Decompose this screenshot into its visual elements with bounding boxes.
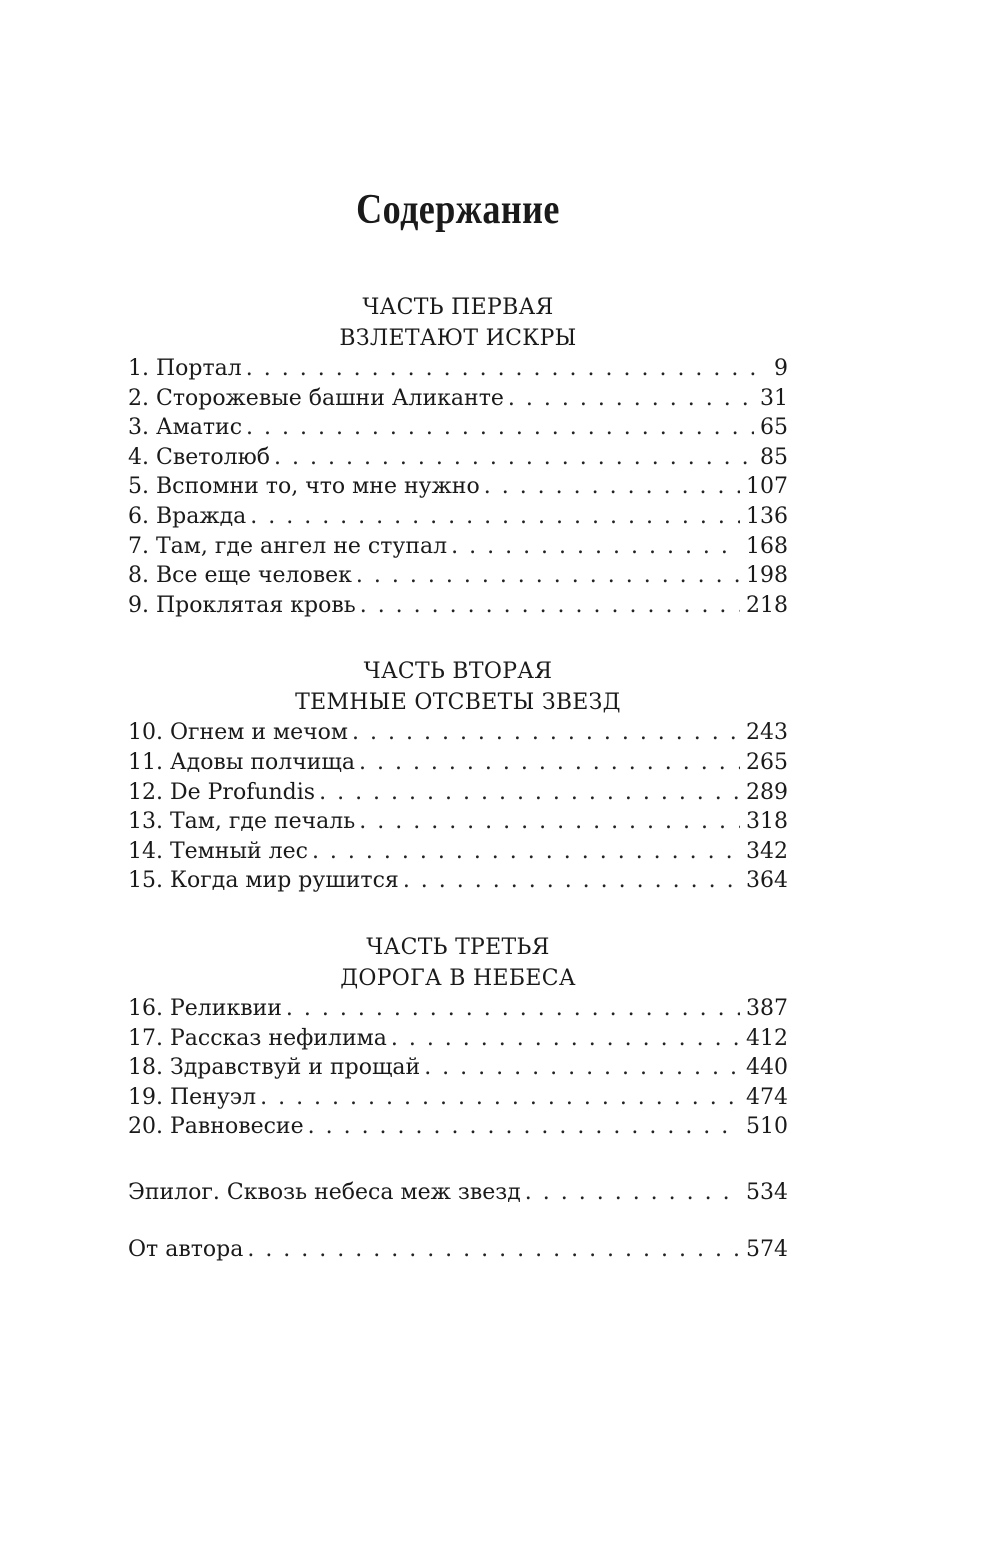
- page-number: 412: [746, 1025, 788, 1051]
- toc-entry[interactable]: [128, 778, 788, 808]
- toc-entry[interactable]: [128, 994, 788, 1024]
- page-number: 342: [746, 838, 788, 864]
- toc-entry-epilogue[interactable]: [128, 1178, 788, 1208]
- page-number: 9: [774, 356, 788, 381]
- toc-entry[interactable]: [128, 807, 788, 837]
- afterword-title: От автора: [128, 1237, 244, 1263]
- toc-entry[interactable]: [128, 1083, 788, 1113]
- toc-entry[interactable]: [128, 866, 788, 896]
- dot-leader: [356, 561, 740, 591]
- page-number: 65: [760, 415, 788, 441]
- dot-leader: [525, 1178, 740, 1208]
- page-number: 243: [746, 720, 788, 746]
- page-number: 364: [746, 868, 788, 894]
- page-number: 107: [746, 474, 788, 500]
- dot-leader: [360, 591, 740, 621]
- toc-entry[interactable]: [128, 718, 788, 748]
- chapter-title: 11. Адовы полчища: [128, 749, 355, 775]
- dot-leader: [250, 502, 740, 532]
- page-number: 265: [746, 749, 788, 775]
- page-number: 198: [746, 563, 788, 589]
- chapter-title: 3. Аматис: [128, 415, 243, 441]
- toc-entry[interactable]: [128, 561, 788, 591]
- chapter-title: 17. Рассказ нефилима: [128, 1025, 387, 1051]
- chapter-title: 14. Темный лес: [128, 838, 308, 864]
- toc-entry[interactable]: [128, 532, 788, 562]
- dot-leader: [312, 837, 740, 867]
- chapter-title: 8. Все еще человек: [128, 563, 352, 589]
- page-number: 510: [746, 1114, 788, 1140]
- chapter-title: 5. Вспомни то, что мне нужно: [128, 474, 480, 500]
- dot-leader: [246, 413, 754, 443]
- toc-entry[interactable]: [128, 502, 788, 532]
- page-number: 387: [746, 995, 788, 1021]
- page-number: 440: [746, 1055, 788, 1081]
- toc-entry[interactable]: [128, 1024, 788, 1054]
- chapter-title: 19. Пенуэл: [128, 1084, 257, 1110]
- page-number: 289: [746, 779, 788, 805]
- chapter-title: 1. Портал: [128, 356, 242, 381]
- part-title: ТЕМНЫЕ ОТСВЕТЫ ЗВЕЗД: [295, 690, 621, 716]
- dot-leader: [274, 443, 754, 473]
- chapter-title: 12. De Profundis: [128, 779, 316, 805]
- dot-leader: [508, 384, 754, 414]
- toc-entry[interactable]: [128, 443, 788, 473]
- chapter-title: 6. Вражда: [128, 503, 247, 529]
- chapter-title: 15. Когда мир рушится: [128, 868, 399, 894]
- page-title: Содержание: [356, 187, 560, 233]
- toc-entry[interactable]: [128, 413, 788, 443]
- toc-entry[interactable]: [128, 1053, 788, 1083]
- table-of-contents: [128, 292, 788, 1265]
- part-heading: [128, 292, 788, 354]
- page-number: 534: [746, 1179, 788, 1205]
- chapter-title: 18. Здравствуй и прощай: [128, 1055, 421, 1081]
- part-title: ВЗЛЕТАЮТ ИСКРЫ: [339, 326, 577, 351]
- page-number: 85: [760, 444, 788, 470]
- dot-leader: [424, 1053, 740, 1083]
- dot-leader: [260, 1083, 740, 1113]
- toc-entry[interactable]: [128, 837, 788, 867]
- toc-entry[interactable]: [128, 472, 788, 502]
- dot-leader: [359, 748, 740, 778]
- toc-entry[interactable]: [128, 354, 788, 384]
- part-number-label: ЧАСТЬ ПЕРВАЯ: [362, 295, 554, 320]
- toc-entry-afterword[interactable]: [128, 1235, 788, 1265]
- toc-entry[interactable]: [128, 384, 788, 414]
- chapter-title: 2. Сторожевые башни Аликанте: [128, 385, 504, 411]
- part-1: [128, 292, 788, 620]
- afterword-section: [128, 1235, 788, 1265]
- dot-leader: [308, 1112, 740, 1142]
- dot-leader: [352, 718, 740, 748]
- page-number: 474: [746, 1084, 788, 1110]
- page-number: 168: [746, 533, 788, 559]
- page-number: 218: [746, 592, 788, 618]
- dot-leader: [319, 778, 740, 808]
- page-number: 318: [746, 809, 788, 835]
- chapter-title: 13. Там, где печаль: [128, 809, 356, 835]
- chapter-title: 16. Реликвии: [128, 995, 282, 1021]
- chapter-title: 9. Проклятая кровь: [128, 592, 356, 618]
- chapter-title: 7. Там, где ангел не ступал: [128, 533, 448, 559]
- part-2: [128, 656, 788, 896]
- toc-entry[interactable]: [128, 1112, 788, 1142]
- chapter-title: 10. Огнем и мечом: [128, 720, 349, 746]
- dot-leader: [359, 807, 740, 837]
- dot-leader: [246, 354, 768, 384]
- dot-leader: [484, 472, 740, 502]
- dot-leader: [391, 1024, 740, 1054]
- toc-entry[interactable]: [128, 591, 788, 621]
- part-3: [128, 932, 788, 1142]
- dot-leader: [451, 532, 740, 562]
- part-heading: [128, 932, 788, 994]
- epilogue-title: Эпилог. Сквозь небеса меж звезд: [128, 1179, 521, 1205]
- toc-entry[interactable]: [128, 748, 788, 778]
- page-number: 136: [746, 503, 788, 529]
- epilogue-section: [128, 1178, 788, 1208]
- part-number-label: ЧАСТЬ ТРЕТЬЯ: [366, 934, 550, 960]
- page-number: 574: [746, 1237, 788, 1263]
- dot-leader: [286, 994, 740, 1024]
- dot-leader: [247, 1235, 740, 1265]
- part-heading: [128, 656, 788, 718]
- part-title: ДОРОГА В НЕБЕСА: [340, 965, 576, 991]
- chapter-title: 4. Светолюб: [128, 444, 271, 470]
- dot-leader: [403, 866, 740, 896]
- page-number: 31: [760, 385, 788, 411]
- part-number-label: ЧАСТЬ ВТОРАЯ: [363, 659, 553, 685]
- chapter-title: 20. Равновесие: [128, 1114, 304, 1140]
